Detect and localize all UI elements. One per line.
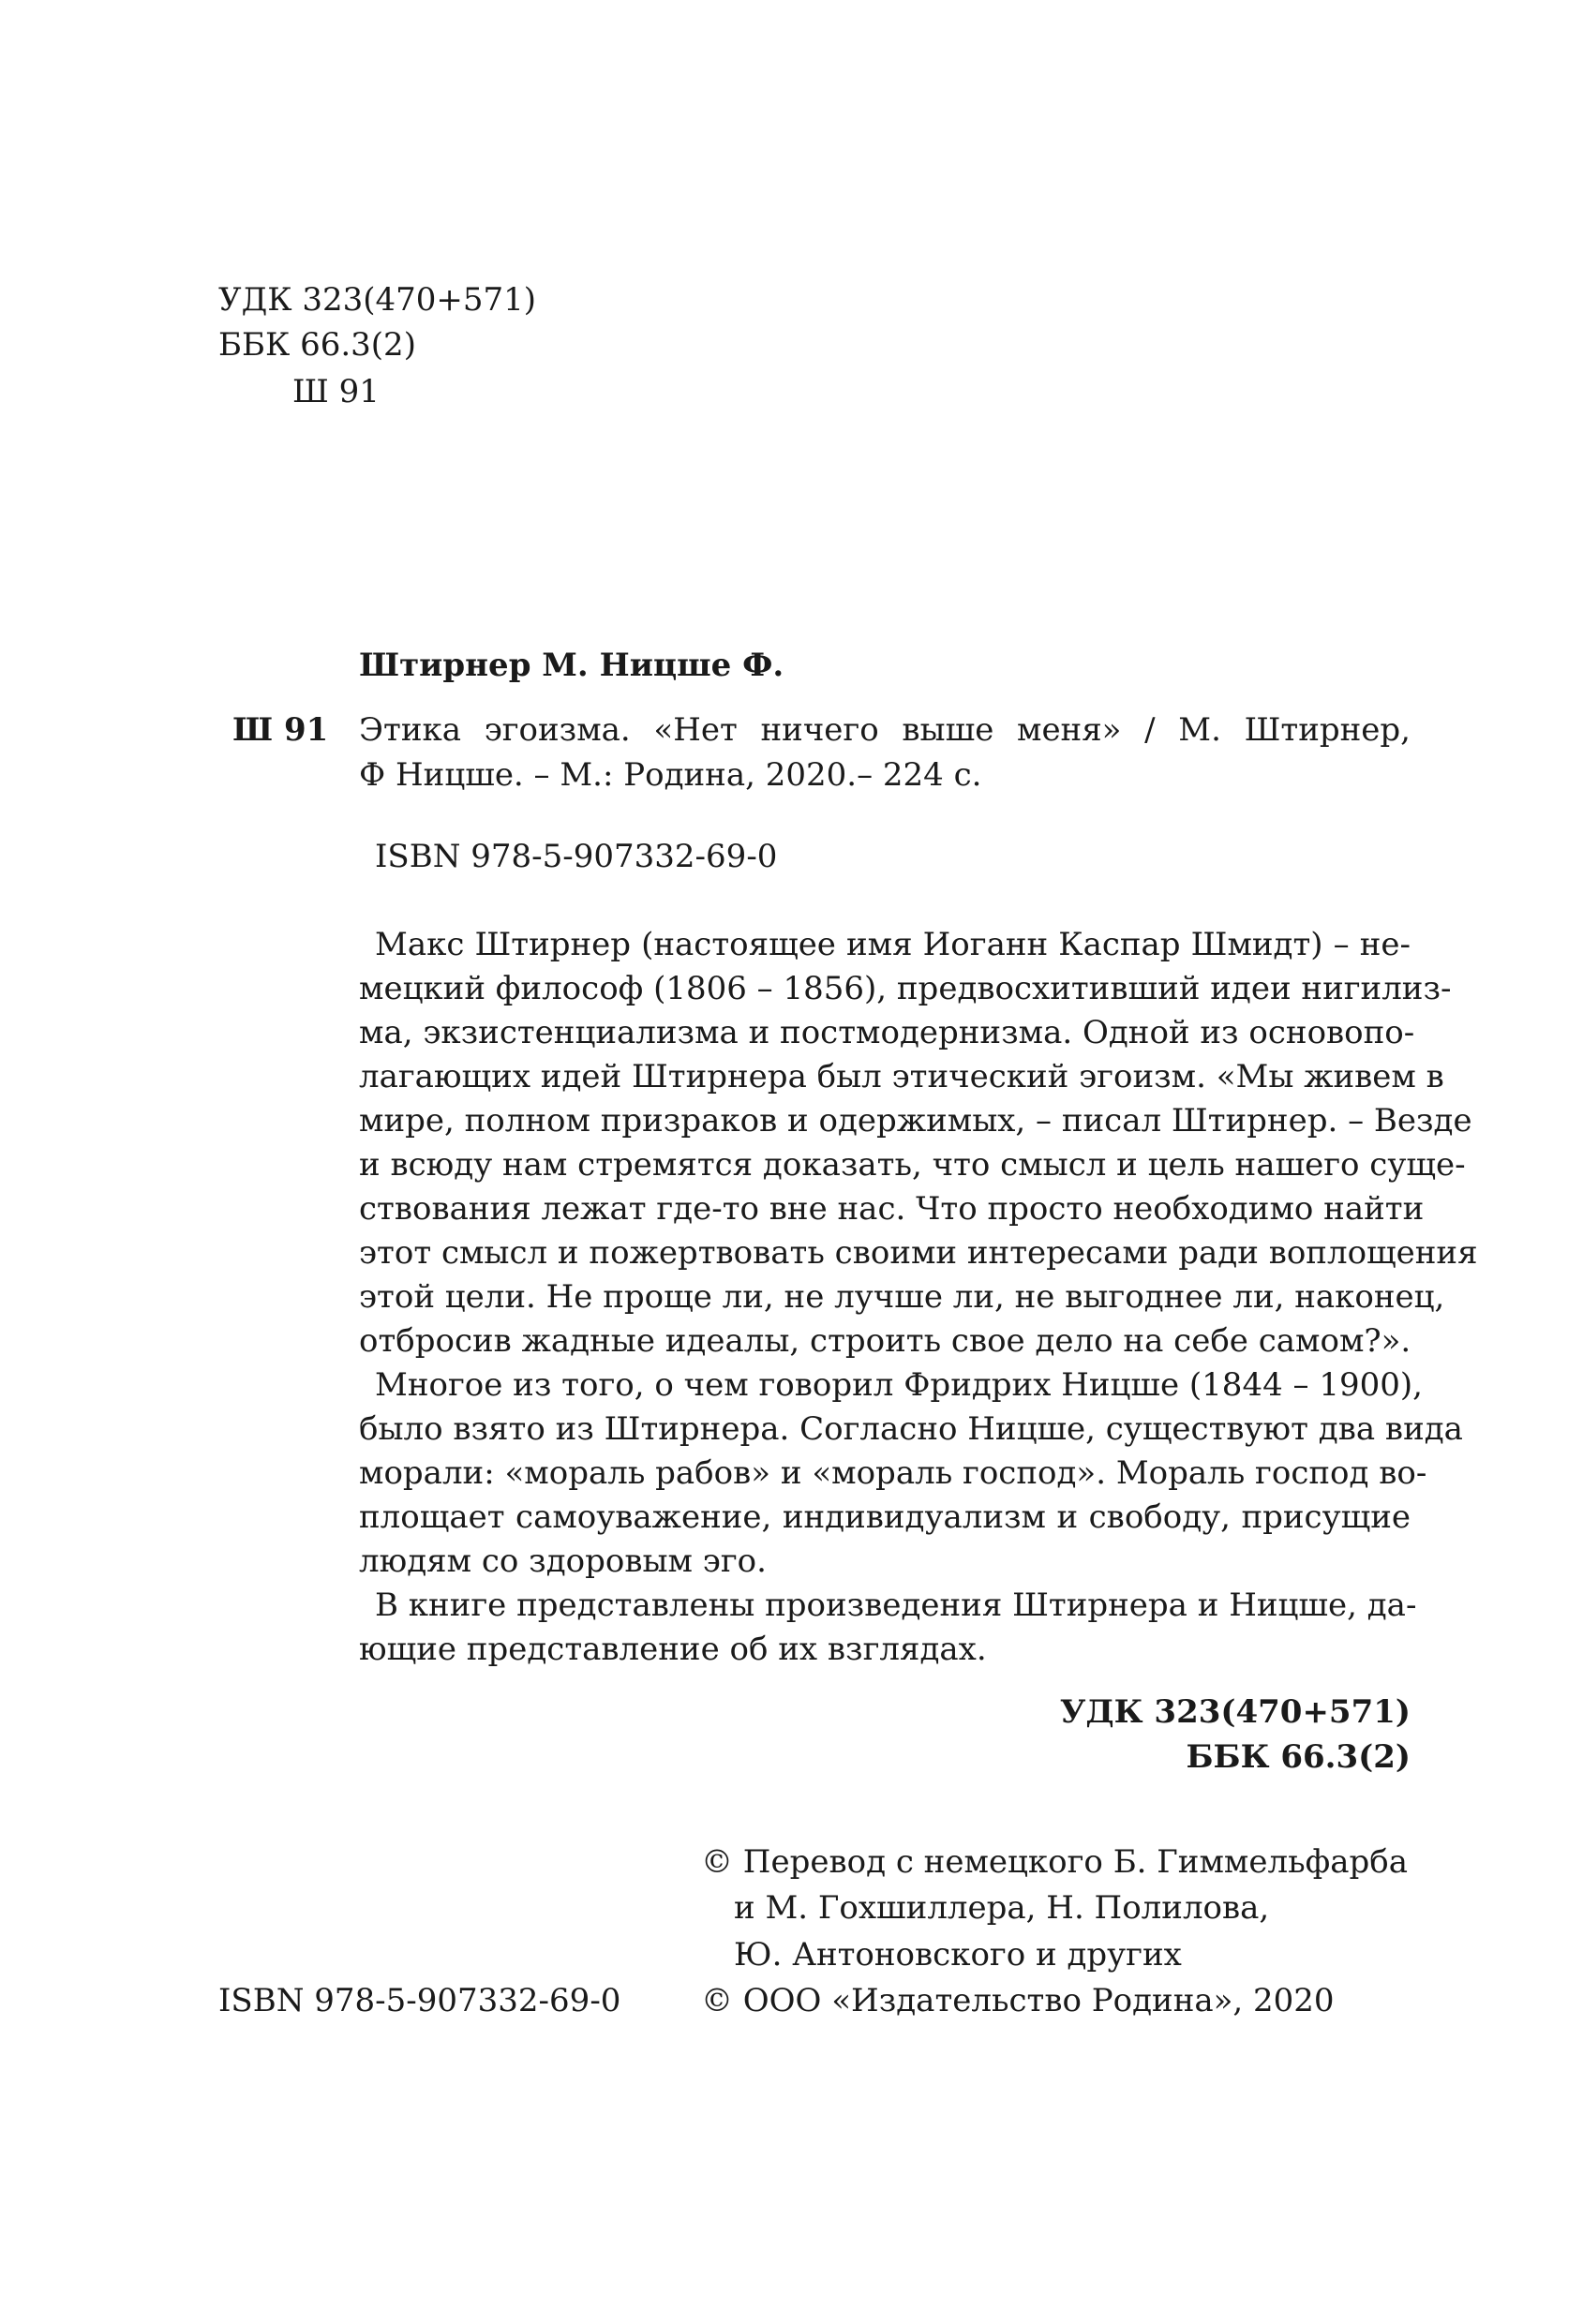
title-line-2: Ф Ницше. – М.: Родина, 2020.– 224 с.: [359, 756, 982, 794]
annotation-line: ющие представление об их взглядах.: [359, 1631, 987, 1668]
author-mark-top: Ш 91: [292, 373, 380, 410]
annotation-line: отбросив жадные идеалы, строить свое дело на себе самом?».: [359, 1322, 1411, 1360]
bbk-bottom: ББК 66.3(2): [1186, 1738, 1411, 1776]
bbk-top: ББК 66.3(2): [218, 326, 416, 364]
annotation-line: лагающих идей Штирнера был этический эгоизм. «Мы живем в: [359, 1058, 1444, 1095]
copyright-translation-line-3: Ю. Антоновского и других: [734, 1936, 1182, 1974]
isbn-bottom: ISBN 978-5-907332-69-0: [218, 1982, 621, 2019]
annotation-line: мире, полном призраков и одержимых, – писал Штирнер. – Везде: [359, 1102, 1472, 1140]
annotation-line: людям со здоровым эго.: [359, 1542, 767, 1580]
annotation-line: В книге представлены произведения Штирнера и Ницше, да-: [375, 1587, 1417, 1624]
annotation-paragraph-3: [359, 1584, 1417, 1672]
udk-bottom: УДК 323(470+571): [1059, 1693, 1411, 1731]
annotation-line: было взято из Штирнера. Согласно Ницше, существуют два вида: [359, 1410, 1463, 1448]
annotation-line: Макс Штирнер (настоящее имя Иоганн Каспар Шмидт) – не-: [375, 926, 1411, 963]
annotation-line: и всюду нам стремятся доказать, что смысл и цель нашего суще-: [359, 1146, 1466, 1184]
copyright-publisher: © ООО «Издательство Родина», 2020: [701, 1982, 1335, 2019]
annotation-paragraph-1: [359, 923, 1478, 1363]
author-heading: Штирнер М. Ницше Ф.: [359, 647, 784, 684]
isbn-entry: ISBN 978-5-907332-69-0: [375, 838, 778, 875]
annotation-line: этой цели. Не проще ли, не лучше ли, не выгоднее ли, наконец,: [359, 1278, 1445, 1316]
annotation-line: площает самоуважение, индивидуализм и свободу, присущие: [359, 1498, 1411, 1536]
annotation-paragraph-2: [359, 1363, 1463, 1584]
annotation-line: Многое из того, о чем говорил Фридрих Ницше (1844 – 1900),: [375, 1366, 1423, 1404]
annotation-line: ма, экзистенциализма и постмодернизма. Одной из основопо-: [359, 1014, 1415, 1051]
title-line-1: Этика эгоизма. «Нет ничего выше меня» / М. Штирнер,: [359, 711, 1411, 749]
copyright-translation-line-1: © Перевод с немецкого Б. Гиммельфарба: [701, 1843, 1408, 1881]
copyright-translation-line-2: и М. Гохшиллера, Н. Полилова,: [734, 1889, 1270, 1927]
annotation-line: ствования лежат где-то вне нас. Что просто необходимо найти: [359, 1190, 1425, 1228]
annotation-line: этот смысл и пожертвовать своими интересами ради воплощения: [359, 1234, 1478, 1272]
author-mark: Ш 91: [232, 711, 329, 749]
annotation-line: морали: «мораль рабов» и «мораль господ». Мораль господ во-: [359, 1454, 1427, 1492]
annotation-line: мецкий философ (1806 – 1856), предвосхитивший идеи нигилиз-: [359, 970, 1452, 1007]
udk-top: УДК 323(470+571): [218, 281, 537, 319]
